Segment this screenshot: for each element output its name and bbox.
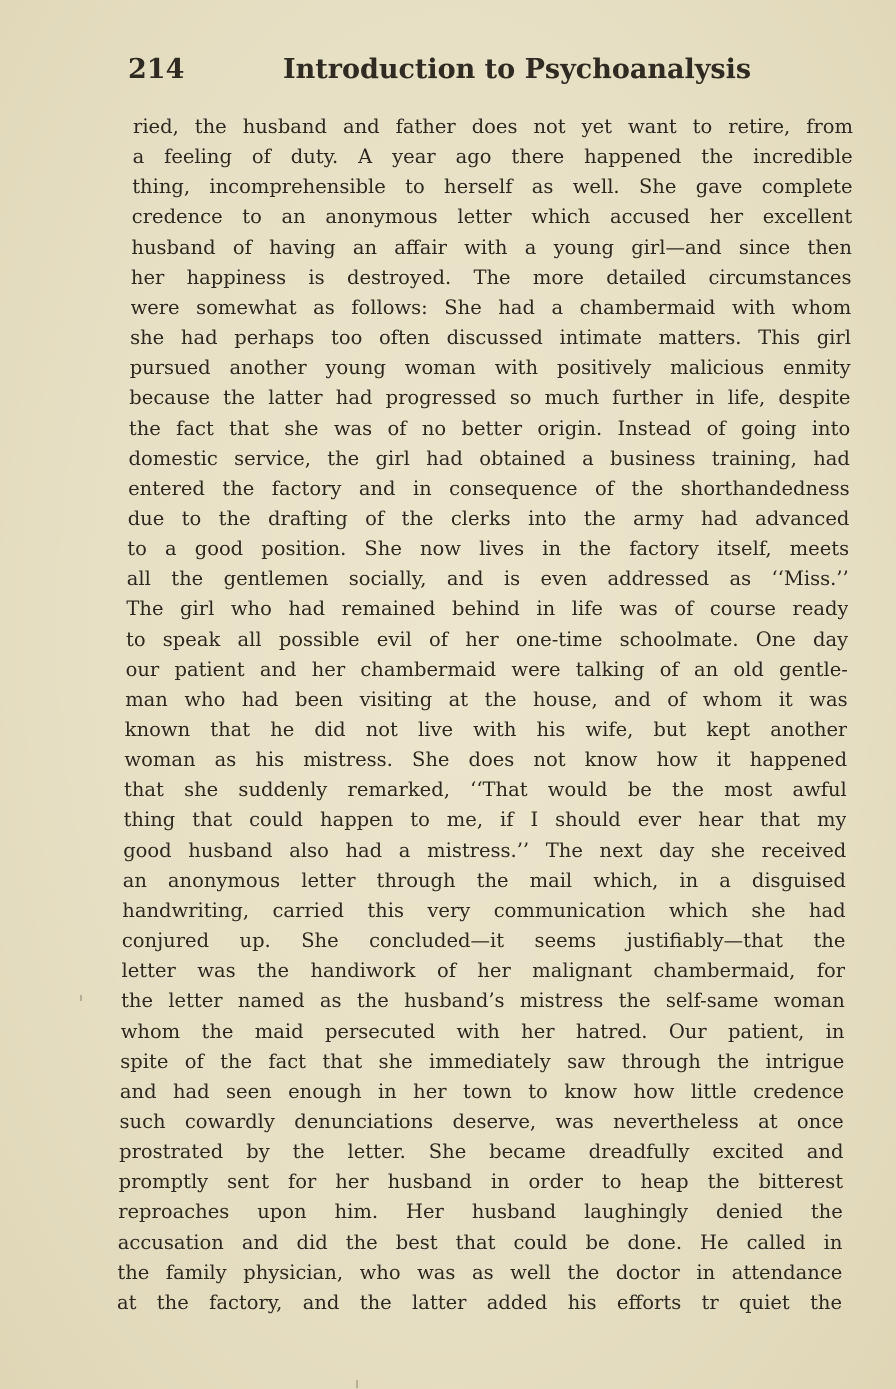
- text-line: due to the drafting of the clerks into the army had advanced: [127, 506, 850, 530]
- text-line: reproaches upon him. Her husband laughingly denied the: [118, 1200, 843, 1224]
- text-line: letter was the handiwork of her malignant chambermaid, for: [121, 959, 846, 983]
- text-line: spite of the fact that she immediately saw through the intrigue: [120, 1049, 845, 1073]
- paper-speck: [80, 995, 82, 1001]
- text-line: ried, the husband and father does not yet want to retire, from: [133, 115, 853, 138]
- text-line: pursued another young woman with positively malicious enmity: [129, 356, 851, 380]
- text-line: that she suddenly remarked, ‘‘That would be the most awful: [124, 778, 847, 802]
- paper-speck: [356, 1380, 358, 1388]
- text-line: man who had been visiting at the house, and of whom it was: [125, 687, 848, 711]
- text-line: a feeling of duty. A year ago there happened the incredible: [132, 145, 853, 169]
- text-line: to a good position. She now lives in the factory itself, meets: [127, 537, 850, 561]
- text-line: prostrated by the letter. She became dreadfully excited and: [119, 1140, 844, 1164]
- text-line: The girl who had remained behind in life was of course ready: [126, 597, 849, 621]
- text-line: good husband also had a mistress.’’ The next day she received: [123, 838, 847, 862]
- text-line: to speak all possible evil of her one-time schoolmate. One day: [126, 627, 849, 651]
- text-line: whom the maid persecuted with her hatred. Our patient, in: [120, 1019, 845, 1043]
- text-line: conjured up. She concluded—it seems justifiably—that the: [121, 929, 846, 953]
- text-line: at the factory, and the latter added his efforts tr quiet the: [117, 1290, 842, 1314]
- page-header: [128, 50, 752, 94]
- page-number: 214: [128, 54, 185, 85]
- text-line: such cowardly denunciations deserve, was nevertheless at once: [119, 1109, 844, 1133]
- text-line: domestic service, the girl had obtained a business training, had: [128, 446, 850, 470]
- text-line: the family physician, who was as well the doctor in attendance: [117, 1260, 843, 1284]
- text-line: and had seen enough in her town to know how little credence: [119, 1079, 844, 1103]
- text-line: handwriting, carried this very communication which she had: [122, 898, 846, 922]
- running-title: Introduction to Psychoanalysis: [283, 54, 752, 85]
- text-line: thing that could happen to me, if I should ever hear that my: [123, 808, 847, 832]
- text-line: credence to an anonymous letter which accused her excellent: [131, 205, 853, 229]
- text-line: were somewhat as follows: She had a chambermaid with whom: [130, 295, 852, 319]
- text-line: woman as his mistress. She does not know how it happened: [124, 748, 848, 772]
- text-line: thing, incomprehensible to herself as well. She gave complete: [132, 175, 853, 199]
- text-line: accusation and did the best that could be done. He called in: [117, 1230, 843, 1254]
- text-line: the letter named as the husband’s mistress the self-same woman: [121, 989, 845, 1013]
- text-line: entered the factory and in consequence of the shorthandedness: [128, 476, 850, 500]
- text-line: promptly sent for her husband in order to heap the bitterest: [118, 1170, 844, 1194]
- text-line: husband of having an affair with a young girl—and since then: [131, 235, 852, 259]
- text-line: she had perhaps too often discussed intimate matters. This girl: [130, 326, 851, 350]
- text-line: our patient and her chambermaid were talking of an old gentle-: [125, 657, 848, 681]
- text-line: because the latter had progressed so much further in life, despite: [129, 386, 851, 410]
- text-line: her happiness is destroyed. The more detailed circumstances: [130, 265, 852, 289]
- text-line: all the gentlemen socially, and is even addressed as ‘‘Miss.’’: [126, 567, 849, 591]
- text-line: known that he did not live with his wife, but kept another: [124, 718, 848, 741]
- text-line: the fact that she was of no better origin. Instead of going into: [128, 416, 851, 440]
- text-line: an anonymous letter through the mail which, in a disguised: [122, 868, 846, 892]
